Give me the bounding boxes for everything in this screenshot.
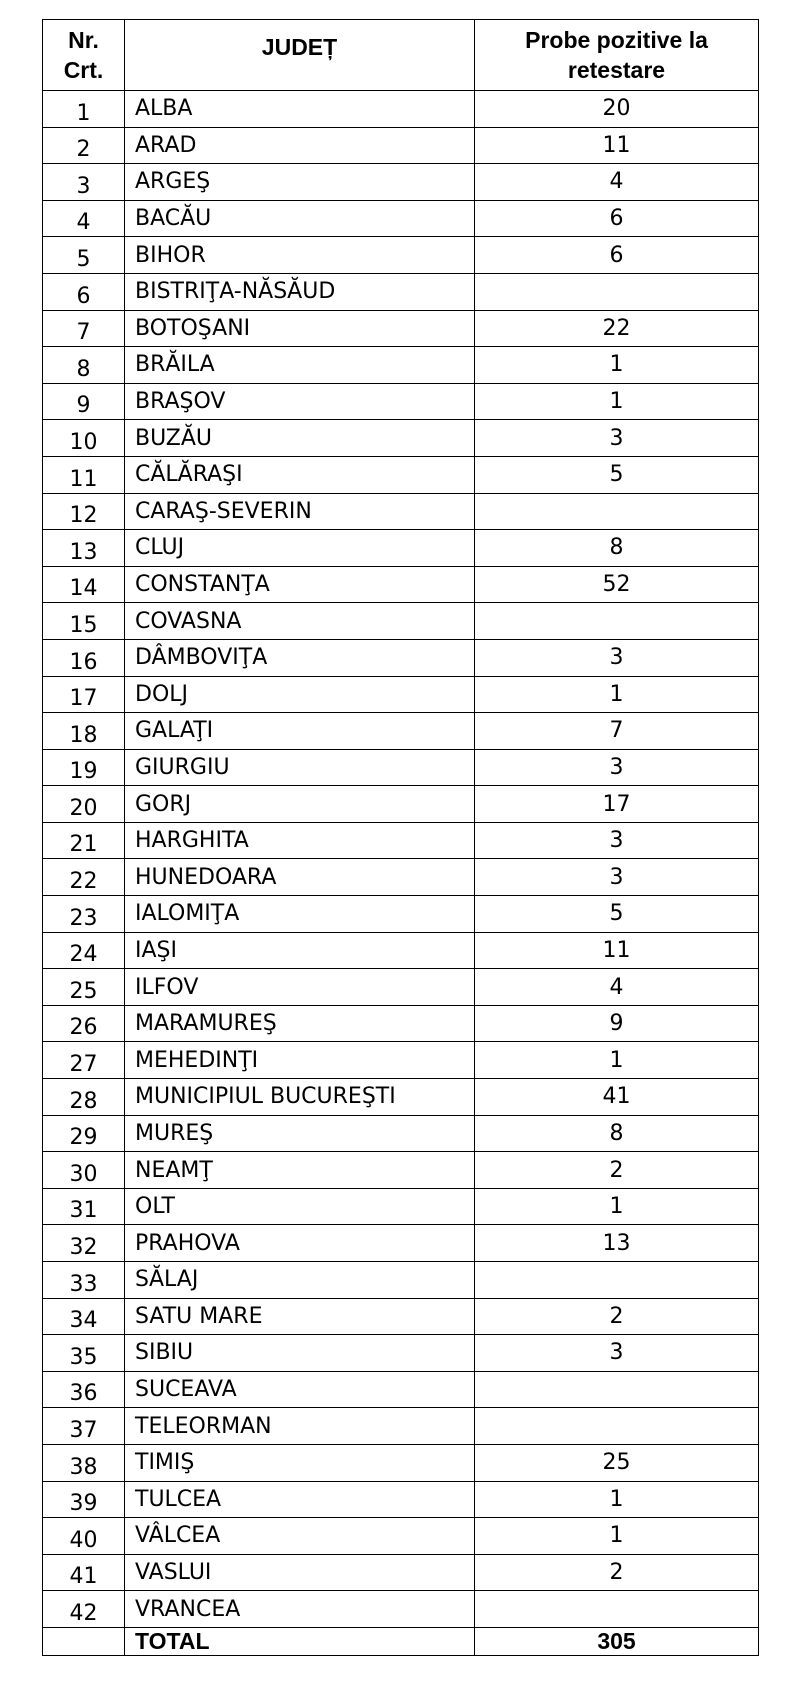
county-name-cell: BRAŞOV	[125, 383, 475, 420]
county-name-cell: MUNICIPIUL BUCUREŞTI	[125, 1079, 475, 1116]
positive-count-cell: 3	[475, 1335, 759, 1372]
row-number-cell: 31	[43, 1188, 125, 1225]
row-number-cell: 9	[43, 383, 125, 420]
table-row	[43, 1188, 759, 1225]
row-number-cell: 24	[43, 932, 125, 969]
table-row	[43, 1371, 759, 1408]
table-row	[43, 1444, 759, 1481]
county-name-cell: VRANCEA	[125, 1591, 475, 1628]
row-number-cell: 36	[43, 1371, 125, 1408]
county-name-cell: BOTOŞANI	[125, 310, 475, 347]
positive-count-cell: 11	[475, 932, 759, 969]
positive-count-cell: 1	[475, 347, 759, 384]
total-nr-cell	[43, 1627, 125, 1655]
table-row	[43, 383, 759, 420]
row-number-cell: 39	[43, 1481, 125, 1518]
county-name-cell: SĂLAJ	[125, 1262, 475, 1299]
row-number-cell: 40	[43, 1518, 125, 1555]
row-number-cell: 18	[43, 713, 125, 750]
table-row	[43, 713, 759, 750]
row-number-cell: 14	[43, 566, 125, 603]
row-number-cell: 32	[43, 1225, 125, 1262]
table-row	[43, 456, 759, 493]
header-probe-line1: Probe pozitive la	[525, 27, 708, 53]
county-name-cell: GORJ	[125, 786, 475, 823]
positive-count-cell: 52	[475, 566, 759, 603]
county-name-cell: VÂLCEA	[125, 1518, 475, 1555]
table-row	[43, 1481, 759, 1518]
row-number-cell: 22	[43, 859, 125, 896]
row-number-cell: 5	[43, 237, 125, 274]
row-number-cell: 33	[43, 1262, 125, 1299]
row-number-cell: 4	[43, 200, 125, 237]
table-row	[43, 639, 759, 676]
row-number-cell: 26	[43, 1005, 125, 1042]
positive-count-cell: 1	[475, 1042, 759, 1079]
county-name-cell: HUNEDOARA	[125, 859, 475, 896]
header-nr-line1: Nr.	[68, 27, 99, 53]
header-probe	[475, 20, 759, 91]
positive-count-cell: 1	[475, 1518, 759, 1555]
positive-count-cell: 1	[475, 676, 759, 713]
row-number-cell: 42	[43, 1591, 125, 1628]
row-number-cell: 30	[43, 1152, 125, 1189]
table-row	[43, 786, 759, 823]
county-name-cell: TIMIŞ	[125, 1444, 475, 1481]
positive-count-cell	[475, 1371, 759, 1408]
county-name-cell: BRĂILA	[125, 347, 475, 384]
row-number-cell: 12	[43, 493, 125, 530]
total-label: TOTAL	[125, 1627, 475, 1655]
county-name-cell: GIURGIU	[125, 749, 475, 786]
county-name-cell: IALOMIŢA	[125, 896, 475, 933]
county-name-cell: CLUJ	[125, 530, 475, 567]
table-row	[43, 530, 759, 567]
county-name-cell: PRAHOVA	[125, 1225, 475, 1262]
positive-count-cell: 20	[475, 91, 759, 128]
positive-count-cell: 3	[475, 859, 759, 896]
row-number-cell: 34	[43, 1298, 125, 1335]
row-number-cell: 19	[43, 749, 125, 786]
county-name-cell: COVASNA	[125, 603, 475, 640]
county-name-cell: CARAŞ-SEVERIN	[125, 493, 475, 530]
positive-count-cell: 5	[475, 896, 759, 933]
table-row	[43, 1042, 759, 1079]
county-name-cell: BIHOR	[125, 237, 475, 274]
positive-count-cell: 5	[475, 456, 759, 493]
county-name-cell: ARAD	[125, 127, 475, 164]
table-row	[43, 347, 759, 384]
header-nr-crt	[43, 20, 125, 91]
row-number-cell: 10	[43, 420, 125, 457]
positive-count-cell: 6	[475, 200, 759, 237]
table-row	[43, 859, 759, 896]
positive-count-cell: 25	[475, 1444, 759, 1481]
county-name-cell: HARGHITA	[125, 822, 475, 859]
positive-count-cell: 6	[475, 237, 759, 274]
row-number-cell: 8	[43, 347, 125, 384]
county-name-cell: BACĂU	[125, 200, 475, 237]
positive-count-cell: 4	[475, 164, 759, 201]
positive-count-cell: 11	[475, 127, 759, 164]
table-row	[43, 749, 759, 786]
row-number-cell: 17	[43, 676, 125, 713]
table-row	[43, 822, 759, 859]
row-number-cell: 28	[43, 1079, 125, 1116]
row-number-cell: 29	[43, 1115, 125, 1152]
positive-count-cell: 3	[475, 420, 759, 457]
positive-count-cell: 1	[475, 1188, 759, 1225]
table-body	[43, 91, 759, 1628]
county-name-cell: MARAMUREŞ	[125, 1005, 475, 1042]
positive-count-cell: 1	[475, 383, 759, 420]
row-number-cell: 35	[43, 1335, 125, 1372]
header-row	[43, 20, 759, 91]
table-row	[43, 1115, 759, 1152]
table-header	[43, 20, 759, 91]
county-name-cell: OLT	[125, 1188, 475, 1225]
row-number-cell: 25	[43, 969, 125, 1006]
row-number-cell: 2	[43, 127, 125, 164]
table-row	[43, 1554, 759, 1591]
row-number-cell: 27	[43, 1042, 125, 1079]
positive-count-cell: 2	[475, 1298, 759, 1335]
table-row	[43, 420, 759, 457]
table-row	[43, 1591, 759, 1628]
table-row	[43, 1262, 759, 1299]
header-judet-label: JUDEȚ	[261, 34, 338, 60]
positive-count-cell	[475, 493, 759, 530]
total-row	[43, 1627, 759, 1655]
county-name-cell: ARGEŞ	[125, 164, 475, 201]
county-name-cell: ILFOV	[125, 969, 475, 1006]
row-number-cell: 23	[43, 896, 125, 933]
positive-count-cell: 17	[475, 786, 759, 823]
row-number-cell: 37	[43, 1408, 125, 1445]
positive-count-cell	[475, 273, 759, 310]
row-number-cell: 7	[43, 310, 125, 347]
table-row	[43, 676, 759, 713]
positive-count-cell: 2	[475, 1554, 759, 1591]
table-row	[43, 1408, 759, 1445]
table-row	[43, 493, 759, 530]
table-row	[43, 896, 759, 933]
positive-count-cell: 3	[475, 639, 759, 676]
row-number-cell: 16	[43, 639, 125, 676]
row-number-cell: 41	[43, 1554, 125, 1591]
header-judet	[125, 20, 475, 91]
table-row	[43, 1152, 759, 1189]
retest-positive-table	[42, 19, 759, 1656]
table-row	[43, 273, 759, 310]
table-row	[43, 603, 759, 640]
positive-count-cell: 3	[475, 822, 759, 859]
county-name-cell: MUREŞ	[125, 1115, 475, 1152]
county-name-cell: BISTRIŢA-NĂSĂUD	[125, 273, 475, 310]
positive-count-cell	[475, 1408, 759, 1445]
row-number-cell: 21	[43, 822, 125, 859]
table-row	[43, 237, 759, 274]
table-row	[43, 1335, 759, 1372]
table-row	[43, 1079, 759, 1116]
table-row	[43, 566, 759, 603]
table-row	[43, 969, 759, 1006]
positive-count-cell	[475, 603, 759, 640]
positive-count-cell: 1	[475, 1481, 759, 1518]
row-number-cell: 20	[43, 786, 125, 823]
row-number-cell: 11	[43, 456, 125, 493]
county-name-cell: TELEORMAN	[125, 1408, 475, 1445]
table-row	[43, 1005, 759, 1042]
county-name-cell: GALAŢI	[125, 713, 475, 750]
table-row	[43, 91, 759, 128]
county-name-cell: TULCEA	[125, 1481, 475, 1518]
table-row	[43, 310, 759, 347]
row-number-cell: 13	[43, 530, 125, 567]
positive-count-cell: 7	[475, 713, 759, 750]
county-name-cell: VASLUI	[125, 1554, 475, 1591]
positive-count-cell	[475, 1262, 759, 1299]
positive-count-cell: 13	[475, 1225, 759, 1262]
county-name-cell: SATU MARE	[125, 1298, 475, 1335]
header-nr-line2: Crt.	[63, 57, 104, 83]
header-probe-line2: retestare	[567, 57, 666, 83]
table-row	[43, 127, 759, 164]
positive-count-cell: 22	[475, 310, 759, 347]
county-name-cell: DÂMBOVIŢA	[125, 639, 475, 676]
county-name-cell: CĂLĂRAŞI	[125, 456, 475, 493]
positive-count-cell: 9	[475, 1005, 759, 1042]
county-name-cell: ALBA	[125, 91, 475, 128]
positive-count-cell: 3	[475, 749, 759, 786]
positive-count-cell: 4	[475, 969, 759, 1006]
county-name-cell: NEAMŢ	[125, 1152, 475, 1189]
positive-count-cell: 2	[475, 1152, 759, 1189]
table-row	[43, 932, 759, 969]
row-number-cell: 3	[43, 164, 125, 201]
county-name-cell: BUZĂU	[125, 420, 475, 457]
county-name-cell: SIBIU	[125, 1335, 475, 1372]
table-row	[43, 200, 759, 237]
row-number-cell: 38	[43, 1444, 125, 1481]
positive-count-cell: 8	[475, 1115, 759, 1152]
county-name-cell: IAŞI	[125, 932, 475, 969]
row-number-cell: 6	[43, 273, 125, 310]
row-number-cell: 15	[43, 603, 125, 640]
table-row	[43, 1225, 759, 1262]
table-row	[43, 1298, 759, 1335]
table-row	[43, 1518, 759, 1555]
total-value: 305	[475, 1627, 759, 1655]
row-number-cell: 1	[43, 91, 125, 128]
county-name-cell: SUCEAVA	[125, 1371, 475, 1408]
county-name-cell: DOLJ	[125, 676, 475, 713]
positive-count-cell: 8	[475, 530, 759, 567]
positive-count-cell: 41	[475, 1079, 759, 1116]
positive-count-cell	[475, 1591, 759, 1628]
county-name-cell: CONSTANŢA	[125, 566, 475, 603]
county-name-cell: MEHEDINŢI	[125, 1042, 475, 1079]
table-row	[43, 164, 759, 201]
